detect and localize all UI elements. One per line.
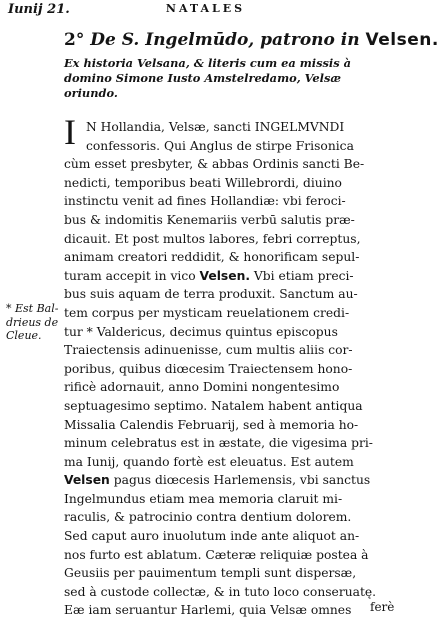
text-line <box>64 434 402 453</box>
text-line <box>64 341 402 360</box>
text-line-main: Geusiis per pauimentum templi sunt dispersæ, <box>64 566 357 581</box>
text-line-main: Sed caput auro inuolutum inde ante aliquot an- <box>64 529 360 544</box>
running-title: NATALES <box>165 2 246 15</box>
text-line <box>64 564 402 583</box>
text-line <box>64 118 402 137</box>
text-line-main: minum celebratus est in æstate, die vigesima pri- <box>64 436 373 451</box>
blackletter-placename: Velsen. <box>199 268 251 283</box>
text-line <box>64 267 402 286</box>
blackletter-placename: Velsen <box>64 473 110 488</box>
drop-cap: I <box>64 112 76 152</box>
text-line-main: nedicti, temporibus beati Willebrordi, diuino <box>64 175 342 190</box>
text-line <box>64 174 402 193</box>
text-line <box>64 323 402 342</box>
text-line-main: rificè adornauit, anno Domini nongentesimo <box>64 380 340 395</box>
text-line <box>64 378 402 397</box>
text-line-main: tur * Valdericus, decimus quintus episcopus <box>64 324 338 339</box>
text-line-main: bus & indomitis Kenemariis verbū salutis præ- <box>64 212 355 227</box>
entry-title-place: Velsen. <box>365 30 439 50</box>
text-line-main: tem corpus per mysticam reuelationem credi- <box>64 305 350 320</box>
text-line <box>64 137 402 156</box>
text-line <box>64 155 402 174</box>
text-line-main: turam accepit in vico <box>64 268 196 283</box>
marginal-note <box>6 302 58 343</box>
text-line <box>64 211 402 230</box>
text-line-main: dicauit. Et post multos labores, febri correptus, <box>64 231 361 246</box>
entry-title: De S. Ingelmūdo, patrono in <box>90 30 360 50</box>
text-line <box>64 471 402 490</box>
text-line-main: confessoris. Qui Anglus de stirpe Frisonica <box>86 138 354 153</box>
text-line-main: animam creatori reddidit, & honorificam sepul- <box>64 250 360 265</box>
text-line-main: Ingelmundus etiam mea memoria claruit mi- <box>64 491 343 506</box>
text-line-main: ma Iunij, quando fortè est eleuatus. Est autem <box>64 454 354 469</box>
text-line-rest: Vbi etiam preci- <box>250 268 354 283</box>
text-line-main: sed à custode collectæ, & in tuto loco conseruatę. <box>64 584 377 599</box>
text-line-main: Eæ iam seruantur Harlemi, quia Velsæ omnes <box>64 603 352 618</box>
entry-heading <box>64 30 439 50</box>
text-line <box>64 453 402 472</box>
text-line-main: bus suis aquam de terra produxit. Sanctum au- <box>64 287 358 302</box>
text-line <box>64 583 402 602</box>
text-line-main: Traiectensis adinuenisse, cum multis aliis cor- <box>64 343 353 358</box>
source-note <box>64 56 399 101</box>
text-line-main: raculis, & patrocinio contra dentium dolorem. <box>64 510 352 525</box>
body-text <box>64 118 402 620</box>
text-line <box>64 397 402 416</box>
marginal-note-line: * Est Bal- <box>6 302 59 315</box>
text-line-main: nos furto est ablatum. Cæteræ reliquiæ postea à <box>64 547 369 562</box>
header-date: Iunij 21. <box>8 2 70 17</box>
text-line <box>64 248 402 267</box>
text-line-rest: pagus diœcesis Harlemensis, vbi sanctus <box>109 473 371 488</box>
entry-number: 2° <box>64 30 85 50</box>
source-line: Ex historia Velsana, & literis cum ea missis à <box>64 56 351 70</box>
text-line <box>64 546 402 565</box>
text-line <box>64 490 402 509</box>
catchword: ferè <box>370 600 395 614</box>
marginal-note-line: drieus de <box>6 315 59 329</box>
text-line <box>64 360 402 379</box>
marginal-note-line: Cleue. <box>6 329 42 342</box>
text-line <box>64 285 402 304</box>
text-line-main: cùm esset presbyter, & abbas Ordinis sancti Be- <box>64 157 365 172</box>
text-line <box>64 527 402 546</box>
text-line <box>64 601 402 620</box>
text-line <box>64 416 402 435</box>
text-line <box>64 192 402 211</box>
text-line-main: instinctu venit ad fines Hollandiæ: vbi feroci- <box>64 194 346 209</box>
source-line: domino Simone Iusto Amstelredamo, Velsæ <box>64 71 342 85</box>
text-line-main: N Hollandia, Velsæ, sancti INGELMVNDI <box>86 120 345 134</box>
text-line-main: Missalia Calendis Februarij, sed à memoria ho- <box>64 417 359 432</box>
text-line <box>64 230 402 249</box>
text-line <box>64 304 402 323</box>
text-line-main: poribus, quibus diœcesim Traiectensem hono- <box>64 361 353 376</box>
text-line <box>64 508 402 527</box>
text-line-main: septuagesimo septimo. Natalem habent antiqua <box>64 398 363 413</box>
source-line: oriundo. <box>64 86 118 100</box>
